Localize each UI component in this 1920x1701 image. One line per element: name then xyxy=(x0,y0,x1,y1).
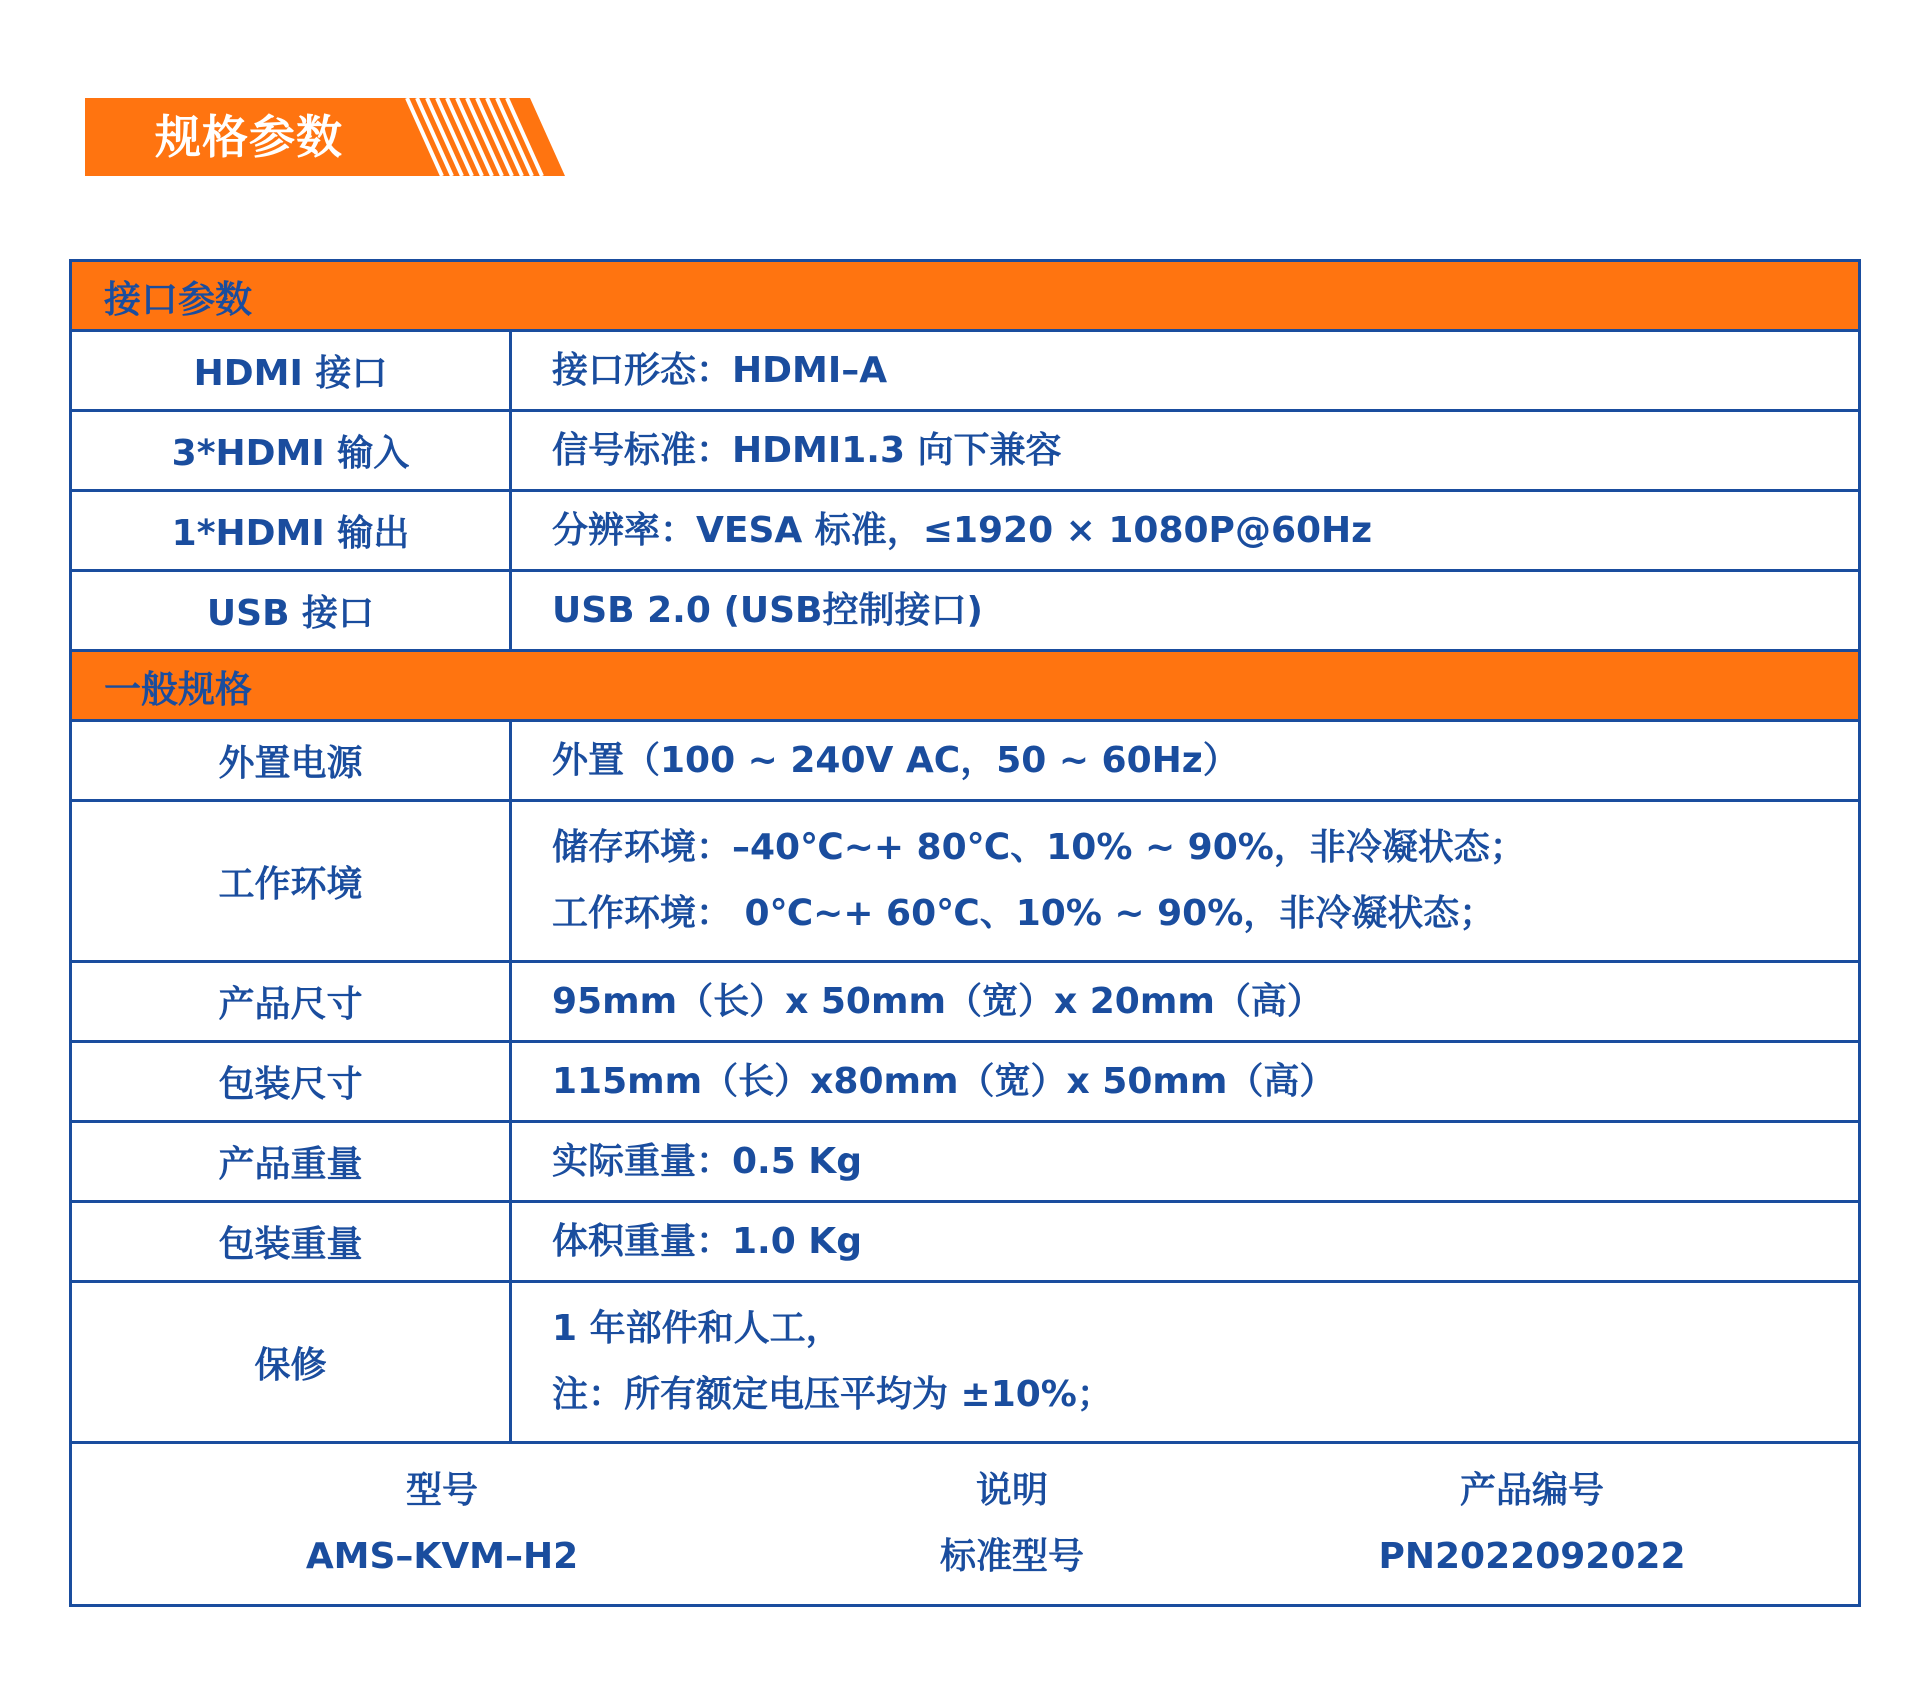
spec-label: 1*HDMI 输出 xyxy=(72,492,512,569)
title-banner xyxy=(85,98,565,176)
part-number-label: 产品编号 xyxy=(1459,1470,1604,1511)
spec-row-power xyxy=(72,722,1858,802)
spec-row-usb-port xyxy=(72,572,1858,652)
spec-row-hdmi-port xyxy=(72,332,1858,412)
spec-row-package-weight xyxy=(72,1203,1858,1283)
spec-value xyxy=(512,492,1858,569)
spec-value xyxy=(512,1123,1858,1200)
spec-row-hdmi-input xyxy=(72,412,1858,492)
spec-value-line: 分辨率：VESA 标准，≤1920 × 1080P@60Hz xyxy=(552,509,1373,551)
page-title: 规格参数 xyxy=(155,110,343,164)
spec-label: 保修 xyxy=(72,1283,512,1441)
spec-value xyxy=(512,412,1858,489)
spec-value-line: 115mm（长）x80mm（宽）x 50mm（高） xyxy=(552,1060,1336,1102)
spec-value-line: 1 年部件和人工， xyxy=(552,1308,842,1349)
spec-value-line: 95mm（长）x 50mm（宽）x 20mm（高） xyxy=(552,980,1323,1022)
spec-value xyxy=(512,572,1858,649)
spec-row-product-weight xyxy=(72,1123,1858,1203)
spec-label: USB 接口 xyxy=(72,572,512,649)
spec-label: 外置电源 xyxy=(72,722,512,799)
spec-row-product-size xyxy=(72,963,1858,1043)
part-number-value: PN2022092022 xyxy=(1378,1536,1686,1577)
part-number-column xyxy=(1212,1444,1852,1604)
spec-row-environment xyxy=(72,802,1858,963)
spec-value xyxy=(512,332,1858,409)
spec-row-hdmi-output xyxy=(72,492,1858,572)
description-column xyxy=(812,1444,1212,1604)
spec-label: 产品重量 xyxy=(72,1123,512,1200)
spec-value xyxy=(512,963,1858,1040)
spec-value xyxy=(512,1043,1858,1120)
model-value: AMS–KVM–H2 xyxy=(305,1536,579,1577)
spec-value xyxy=(512,722,1858,799)
section-header-interface: 接口参数 xyxy=(72,262,1858,332)
model-info xyxy=(72,1444,1858,1604)
spec-value-line: 体积重量：1.0 Kg xyxy=(552,1220,862,1262)
model-column xyxy=(72,1444,812,1604)
spec-label: 包装重量 xyxy=(72,1203,512,1280)
description-label: 说明 xyxy=(975,1470,1048,1511)
section-header-general: 一般规格 xyxy=(72,652,1858,722)
spec-value xyxy=(512,1203,1858,1280)
spec-value xyxy=(512,802,1858,960)
spec-value-line: 外置（100 ~ 240V AC，50 ~ 60Hz） xyxy=(552,739,1239,781)
spec-label: 3*HDMI 输入 xyxy=(72,412,512,489)
spec-label: 工作环境 xyxy=(72,802,512,960)
spec-value-line: 工作环境： 0℃~+ 60℃、10% ~ 90%，非冷凝状态； xyxy=(552,893,1496,934)
spec-row-warranty xyxy=(72,1283,1858,1444)
spec-value-line: 注：所有额定电压平均为 ±10%； xyxy=(552,1374,1113,1415)
model-label: 型号 xyxy=(405,1470,478,1511)
spec-value-line: 储存环境：–40℃~+ 80℃、10% ~ 90%，非冷凝状态； xyxy=(552,827,1526,868)
spec-label: 产品尺寸 xyxy=(72,963,512,1040)
spec-row-package-size xyxy=(72,1043,1858,1123)
spec-table xyxy=(69,259,1861,1607)
spec-value-line: 实际重量：0.5 Kg xyxy=(552,1140,862,1182)
spec-value-line: USB 2.0 (USB控制接口) xyxy=(552,589,983,631)
spec-value-line: 信号标准：HDMI1.3 向下兼容 xyxy=(552,429,1062,471)
spec-value xyxy=(512,1283,1858,1441)
spec-label: 包装尺寸 xyxy=(72,1043,512,1120)
spec-value-line: 接口形态：HDMI–A xyxy=(552,349,888,391)
description-value: 标准型号 xyxy=(939,1536,1084,1577)
spec-label: HDMI 接口 xyxy=(72,332,512,409)
